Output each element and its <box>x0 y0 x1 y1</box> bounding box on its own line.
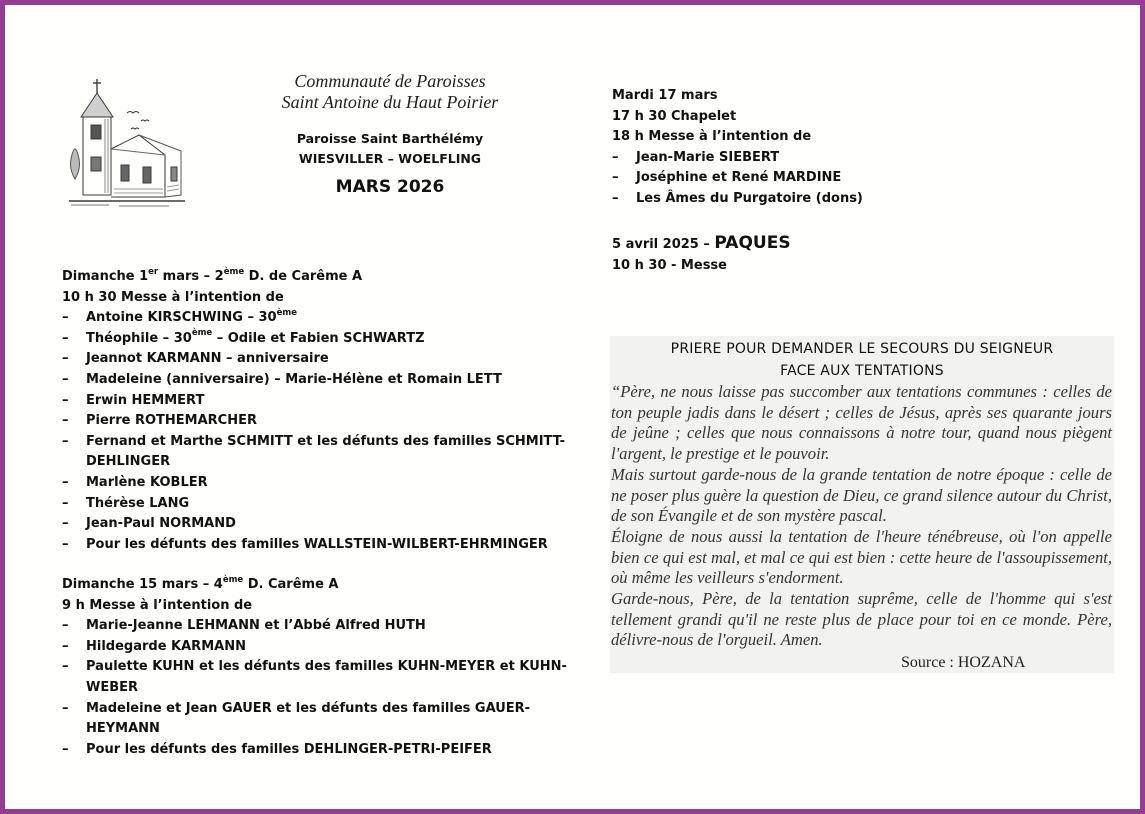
prayer-paragraph: “Père, ne nous laisse pas succomber aux tentations communes : celles de ton peuple jadis dans le désert ; celles de Jésus, après ses quarante jours de jeûne ; celles que nous connaissons à notre tour, quand nous piègent l'argent, le prestige et le pouvoir. <box>611 382 1112 464</box>
list-item: – Erwin HEMMERT <box>62 392 205 408</box>
sunday1-date: Dimanche 1er mars – 2ème D. de Carême A <box>62 266 363 284</box>
parish-name: Paroisse Saint Barthélémy <box>296 131 484 146</box>
sunday2-section <box>62 574 567 760</box>
list-item: – Théophile – 30ème – Odile et Fabien SCHWARTZ <box>62 328 425 346</box>
list-item: – Marie-Jeanne LEHMANN et l’Abbé Alfred HUTH <box>62 618 426 634</box>
list-item: – Jean-Marie SIEBERT <box>612 149 780 165</box>
community-line2: Saint Antoine du Haut Poirier <box>281 92 499 112</box>
list-item: – Pour les défunts des familles DEHLINGER-PETRI-PEIFER <box>62 741 492 757</box>
easter-mass: 10 h 30 - Messe <box>612 257 727 273</box>
prayer-source: Source : HOZANA <box>901 654 1026 671</box>
sunday2-date: Dimanche 15 mars – 4ème D. Carême A <box>62 574 339 592</box>
list-item: – Joséphine et René MARDINE <box>612 170 842 186</box>
easter-title: PAQUES <box>714 233 791 253</box>
parish-info <box>275 129 505 169</box>
parish-villages: WIESVILLER – WOELFLING <box>298 151 482 166</box>
list-item: – Antoine KIRSCHWING – 30ème <box>62 307 297 326</box>
list-item: – Paulette KUHN et les défunts des familles KUHN-MEYER et KUHN- WEBER <box>62 659 567 695</box>
list-item: – Hildegarde KARMANN <box>62 638 246 654</box>
prayer-box <box>610 336 1114 673</box>
community-line1: Communauté de Paroisses <box>294 71 486 91</box>
sunday2-mass: 9 h Messe à l’intention de <box>62 597 253 613</box>
sunday1-section <box>62 266 566 555</box>
sunday1-mass: 10 h 30 Messe à l’intention de <box>62 289 284 305</box>
list-item: – Pierre ROTHEMARCHER <box>62 413 257 429</box>
list-item: – Jeannot KARMANN – anniversaire <box>62 351 329 367</box>
list-item: – Thérèse LANG <box>62 495 190 511</box>
tuesday-chapelet: 17 h 30 Chapelet <box>612 108 737 124</box>
list-item: – Les Âmes du Purgatoire (dons) <box>612 190 863 206</box>
prayer-paragraph: Garde-nous, Père, de la tentation suprême, celle de l'homme qui s'est tellement grandi qu'il ne reste plus de place pour toi en ce monde. Père, délivre-nous de l'orgueil. Amen. <box>611 589 1112 650</box>
list-item: – Pour les défunts des familles WALLSTEIN-WILBERT-EHRMINGER <box>62 536 548 552</box>
list-item: – Marlène KOBLER <box>62 474 208 490</box>
prayer-paragraph: Éloigne de nous aussi la tentation de l'heure ténébreuse, où l'on appelle bien ce qui est mal, et mal ce qui est bien : cette heure de l'assoupissement, où même les veilleurs s'endorment. <box>611 526 1112 588</box>
community-title <box>245 71 535 113</box>
month-title: MARS 2026 <box>335 177 445 197</box>
list-item: – Madeleine et Jean GAUER et les défunts des familles GAUER- HEYMANN <box>62 700 531 737</box>
list-item: – Fernand et Marthe SCHMITT et les défunts des familles SCHMITT- DEHLINGER <box>62 433 566 470</box>
easter-section <box>612 233 1092 276</box>
prayer-text <box>611 382 1112 651</box>
tuesday-section <box>612 86 1092 210</box>
prayer-title: PRIERE POUR DEMANDER LE SECOURS DU SEIGNEUR FACE AUX TENTATIONS <box>670 341 1054 379</box>
list-item: – Madeleine (anniversaire) – Marie-Hélène et Romain LETT <box>62 371 502 387</box>
easter-date: 5 avril 2025 – PAQUES <box>612 233 791 253</box>
prayer-paragraph: Mais surtout garde-nous de la grande tentation de notre époque : celle de ne poser plus guère la question de Dieu, ce grand silence autour du Christ, de son Évangile et de son mystère pascal. <box>611 464 1112 526</box>
list-item: – Jean-Paul NORMAND <box>62 516 236 532</box>
church-sketch-icon <box>69 69 185 209</box>
tuesday-date: Mardi 17 mars <box>612 88 718 103</box>
tuesday-mass: 18 h Messe à l’intention de <box>612 129 812 145</box>
